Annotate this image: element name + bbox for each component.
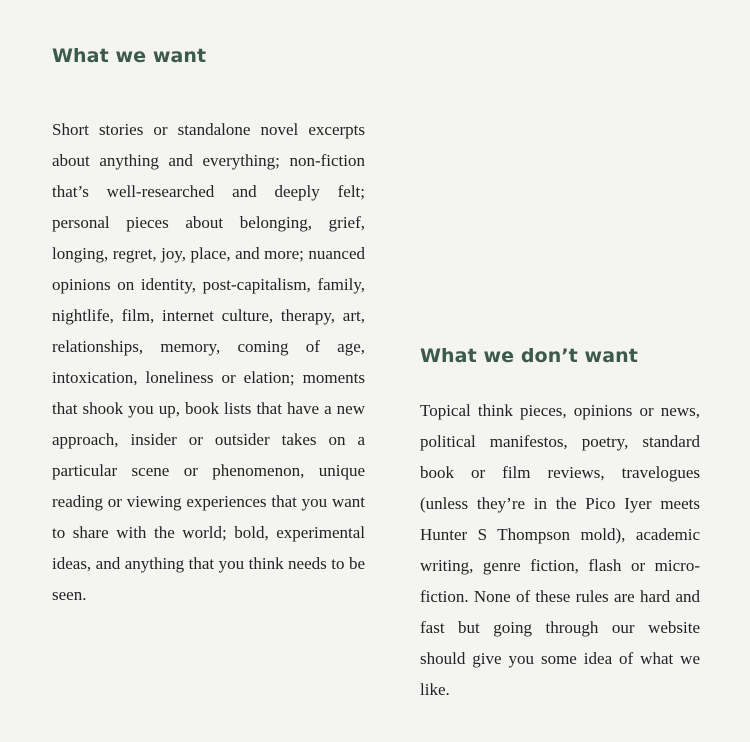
what-we-dont-want-section bbox=[420, 342, 700, 705]
what-we-want-body: Short stories or standalone novel excerpts about anything and everything; non-fiction that’s well-researched and deeply felt; personal pieces about belonging, grief, longing, regret, joy, place, and more; nuanced opinions on identity, post-capitalism, family, nightlife, film, internet culture, therapy, art, relationships, memory, coming of age, intoxication, loneliness or elation; moments that shook you up, book lists that have a new approach, insider or outsider takes on a particular scene or phenomenon, unique reading or viewing experiences that you want to share with the world; bold, experimental ideas, and anything that you think needs to be seen. bbox=[52, 120, 365, 604]
what-we-want-heading: What we want bbox=[52, 45, 207, 67]
what-we-want-section bbox=[52, 42, 365, 610]
what-we-dont-want-heading: What we don’t want bbox=[420, 345, 638, 367]
what-we-dont-want-body: Topical think pieces, opinions or news, political manifestos, poetry, standard book or film reviews, travelogues (unless they’re in the Pico Iyer meets Hunter S Thompson mold), academic writing, genre fiction, flash or micro-fiction. None of these rules are hard and fast but going through our website should give you some idea of what we like. bbox=[420, 401, 700, 699]
